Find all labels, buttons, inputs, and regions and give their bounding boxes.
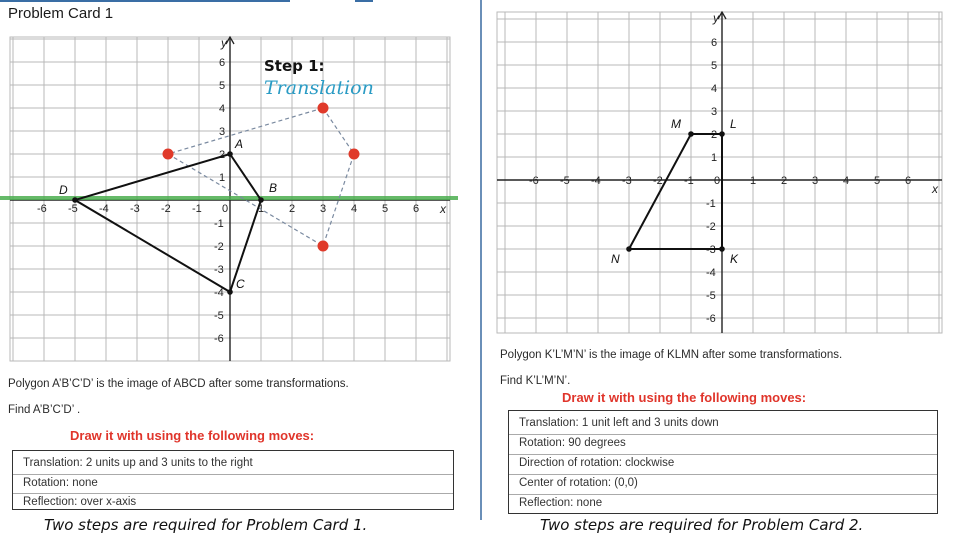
image-point bbox=[349, 149, 360, 160]
card1-title: Problem Card 1 bbox=[8, 5, 114, 22]
card2-move-3: Direction of rotation: clockwise bbox=[519, 457, 675, 469]
card2-graph bbox=[482, 0, 960, 340]
x-tick-label: -4 bbox=[591, 175, 601, 187]
y-tick-label: -3 bbox=[706, 244, 716, 256]
x-tick-label: 4 bbox=[351, 203, 358, 215]
polygon-vertex bbox=[227, 151, 233, 157]
card1-moves-heading: Draw it with using the following moves: bbox=[70, 428, 315, 443]
y-tick-label: 6 bbox=[219, 57, 226, 69]
image-point bbox=[163, 149, 174, 160]
x-tick-label: -2 bbox=[161, 203, 171, 215]
x-tick-label: 3 bbox=[320, 203, 327, 215]
vertex-label: B bbox=[269, 181, 278, 195]
x-tick-label: 4 bbox=[843, 175, 850, 187]
x-tick-label: -6 bbox=[529, 175, 539, 187]
x-tick-label: 5 bbox=[382, 203, 389, 215]
card2-move-5: Reflection: none bbox=[519, 497, 603, 509]
y-tick-label: 2 bbox=[711, 129, 718, 141]
vertex-label: K bbox=[730, 252, 739, 266]
y-tick-label: 1 bbox=[711, 152, 718, 164]
card1-graph bbox=[0, 0, 480, 370]
card1-moves-box bbox=[12, 450, 454, 510]
polygon-vertex bbox=[688, 131, 694, 137]
y-tick-label: -1 bbox=[214, 218, 224, 230]
x-tick-label: 1 bbox=[750, 175, 757, 187]
y-tick-label: -2 bbox=[706, 221, 716, 233]
y-tick-label: 6 bbox=[711, 37, 718, 49]
y-tick-label: 3 bbox=[219, 126, 226, 138]
y-tick-label: 2 bbox=[219, 149, 226, 161]
x-tick-label: -5 bbox=[560, 175, 570, 187]
x-tick-label: -1 bbox=[192, 203, 202, 215]
x-tick-label: 5 bbox=[874, 175, 881, 187]
x-tick-label: -1 bbox=[684, 175, 694, 187]
vertex-label: L bbox=[730, 117, 737, 131]
card2-move-4: Center of rotation: (0,0) bbox=[519, 477, 638, 489]
y-tick-label: 3 bbox=[711, 106, 718, 118]
y-axis-label: y bbox=[221, 36, 227, 50]
y-tick-label: -5 bbox=[706, 290, 716, 302]
image-point bbox=[318, 241, 329, 252]
y-tick-label: 5 bbox=[219, 80, 226, 92]
card1-find: Find A’B’C’D’ . bbox=[8, 404, 81, 416]
card2-footer: Two steps are required for Problem Card 2. bbox=[540, 516, 864, 534]
y-tick-label: -6 bbox=[214, 333, 224, 345]
y-tick-label: -4 bbox=[214, 287, 224, 299]
y-tick-label: -3 bbox=[214, 264, 224, 276]
card2-moves-heading: Draw it with using the following moves: bbox=[562, 390, 807, 405]
step-label: Step 1: bbox=[264, 57, 325, 75]
card1-footer: Two steps are required for Problem Card 1. bbox=[44, 516, 368, 534]
y-tick-label: -6 bbox=[706, 313, 716, 325]
y-tick-label: -4 bbox=[706, 267, 716, 279]
vertex-label: N bbox=[611, 252, 620, 266]
x-tick-label: 0 bbox=[222, 203, 229, 215]
x-tick-label: 6 bbox=[413, 203, 420, 215]
x-tick-label: -2 bbox=[653, 175, 663, 187]
x-tick-label: -4 bbox=[99, 203, 109, 215]
polygon-vertex bbox=[626, 246, 632, 252]
card1-prompt: Polygon A’B’C’D’ is the image of ABCD after some transformations. bbox=[8, 378, 349, 390]
card2-move-2: Rotation: 90 degrees bbox=[519, 437, 626, 449]
polygon-vertex bbox=[258, 197, 264, 203]
x-tick-label: 6 bbox=[905, 175, 912, 187]
x-axis-label: x bbox=[440, 202, 446, 216]
x-tick-label: -3 bbox=[130, 203, 140, 215]
x-tick-label: 2 bbox=[781, 175, 788, 187]
card1-move-2: Rotation: none bbox=[23, 477, 98, 489]
card1-move-1: Translation: 2 units up and 3 units to the right bbox=[23, 457, 253, 469]
vertex-label: C bbox=[236, 277, 245, 291]
card2-move-1: Translation: 1 unit left and 3 units down bbox=[519, 417, 719, 429]
x-tick-label: -6 bbox=[37, 203, 47, 215]
y-tick-label: -5 bbox=[214, 310, 224, 322]
card1-move-3: Reflection: over x-axis bbox=[23, 496, 137, 508]
y-tick-label: -2 bbox=[214, 241, 224, 253]
y-tick-label: 5 bbox=[711, 60, 718, 72]
x-axis-label: x bbox=[932, 182, 938, 196]
x-tick-label: -3 bbox=[622, 175, 632, 187]
y-tick-label: -1 bbox=[706, 198, 716, 210]
image-point bbox=[318, 103, 329, 114]
polygon-vertex bbox=[72, 197, 78, 203]
x-tick-label: 2 bbox=[289, 203, 296, 215]
vertex-label: A bbox=[235, 137, 244, 151]
y-tick-label: 4 bbox=[219, 103, 226, 115]
x-tick-label: 0 bbox=[714, 175, 721, 187]
y-tick-label: 1 bbox=[219, 172, 226, 184]
step-name: Translation bbox=[264, 77, 374, 99]
card2-moves-box bbox=[508, 410, 938, 514]
y-tick-label: 4 bbox=[711, 83, 718, 95]
grid-border bbox=[497, 12, 942, 333]
card2-prompt: Polygon K’L’M’N’ is the image of KLMN after some transformations. bbox=[500, 349, 843, 361]
polygon-vertex bbox=[719, 131, 725, 137]
y-axis-label: y bbox=[713, 11, 719, 25]
x-tick-label: 3 bbox=[812, 175, 819, 187]
card2-find: Find K’L’M’N’. bbox=[500, 375, 571, 387]
polygon-vertex bbox=[719, 246, 725, 252]
x-tick-label: 1 bbox=[258, 203, 265, 215]
polygon-vertex bbox=[227, 289, 233, 295]
x-tick-label: -5 bbox=[68, 203, 78, 215]
vertex-label: M bbox=[671, 117, 681, 131]
vertex-label: D bbox=[59, 183, 68, 197]
